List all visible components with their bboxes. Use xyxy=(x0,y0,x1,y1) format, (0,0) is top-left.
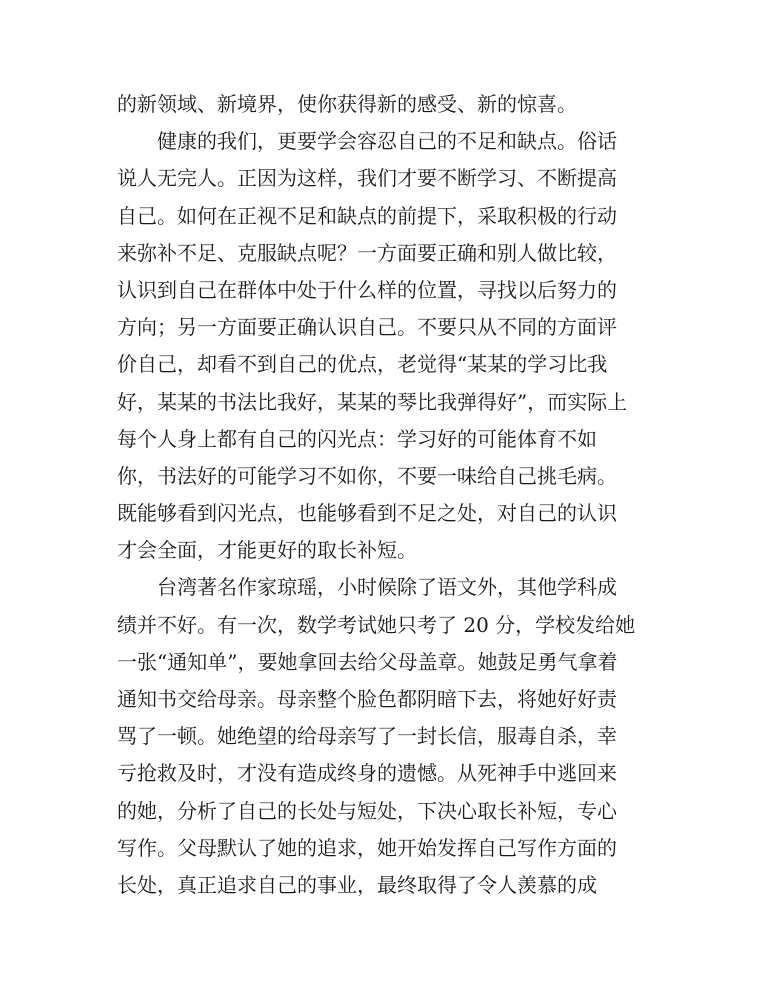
text-line: 才会全面，才能更好的取长补短。 xyxy=(117,538,417,563)
text-line: 认识到自己在群体中处于什么样的位置，寻找以后努力的 xyxy=(117,277,617,302)
text-line: 每个人身上都有自己的闪光点：学习好的可能体育不如 xyxy=(117,426,597,451)
text-line: 说人无完人。正因为这样，我们才要不断学习、不断提高 xyxy=(117,166,617,191)
text-line: 的她，分析了自己的长处与短处，下决心取长补短，专心 xyxy=(117,798,617,823)
text-line: 既能够看到闪光点，也能够看到不足之处，对自己的认识 xyxy=(117,501,617,526)
text-line: 一张“通知单”，要她拿回去给父母盖章。她鼓足勇气拿着 xyxy=(117,649,618,674)
text-line: 健康的我们，更要学会容忍自己的不足和缺点。俗话 xyxy=(117,129,617,154)
text-line: 的新领域、新境界，使你获得新的感受、新的惊喜。 xyxy=(117,92,577,116)
text-line: 骂了一顿。她绝望的给母亲写了一封长信，服毒自杀，幸 xyxy=(117,724,617,749)
text-line: 绩并不好。有一次，数学考试她只考了 20 分，学校发给她 xyxy=(117,612,636,637)
body-text xyxy=(117,86,677,904)
text-line: 台湾著名作家琼瑶，小时候除了语文外，其他学科成 xyxy=(117,575,617,600)
text-line: 自己。如何在正视不足和缺点的前提下，采取积极的行动 xyxy=(117,203,617,228)
text-line: 长处，真正追求自己的事业，最终取得了令人羡慕的成 xyxy=(117,872,597,897)
text-line: 好，某某的书法比我好，某某的琴比我弹得好”，而实际上 xyxy=(117,389,628,414)
text-line: 亏抢救及时，才没有造成终身的遗憾。从死神手中逃回来 xyxy=(117,761,617,786)
text-line: 方向；另一方面要正确认识自己。不要只从不同的方面评 xyxy=(117,315,617,340)
text-line: 来弥补不足、克服缺点呢？一方面要正确和别人做比较， xyxy=(117,240,617,265)
text-line: 你，书法好的可能学习不如你，不要一味给自己挑毛病。 xyxy=(117,463,617,488)
text-line: 写作。父母默认了她的追求，她开始发挥自己写作方面的 xyxy=(117,835,617,860)
text-line: 价自己，却看不到自己的优点，老觉得“某某的学习比我 xyxy=(117,352,608,377)
text-line: 通知书交给母亲。母亲整个脸色都阴暗下去，将她好好责 xyxy=(117,687,617,711)
